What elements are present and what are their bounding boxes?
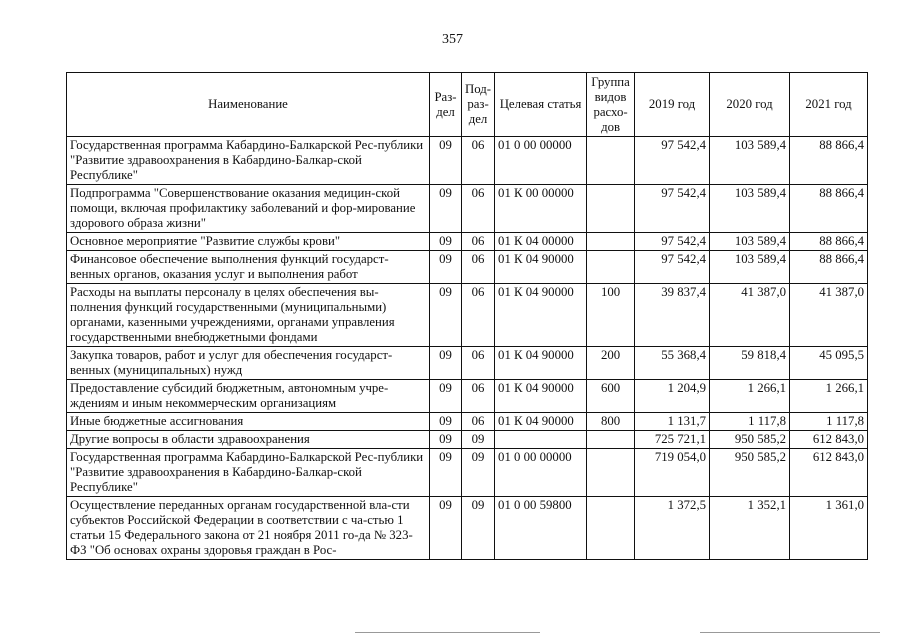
row-expense-group	[587, 137, 635, 185]
row-subsection: 06	[462, 413, 495, 431]
row-2020: 1 266,1	[710, 380, 790, 413]
table-row	[67, 413, 868, 431]
row-2021: 88 866,4	[790, 185, 868, 233]
row-2019: 97 542,4	[635, 185, 710, 233]
row-expense-group	[587, 449, 635, 497]
table-row	[67, 347, 868, 380]
row-2019: 725 721,1	[635, 431, 710, 449]
header-section: Раз-дел	[430, 73, 462, 137]
table-row	[67, 137, 868, 185]
row-name: Государственная программа Кабардино-Балкарской Рес-публики "Развитие здравоохранения в Кабардино-Балкар-ской Республике"	[67, 449, 430, 497]
row-section: 09	[430, 137, 462, 185]
row-2019: 97 542,4	[635, 233, 710, 251]
row-expense-group: 800	[587, 413, 635, 431]
row-2020: 1 117,8	[710, 413, 790, 431]
row-expense-group	[587, 233, 635, 251]
row-target: 01 0 00 00000	[495, 137, 587, 185]
row-expense-group	[587, 431, 635, 449]
row-subsection: 06	[462, 233, 495, 251]
header-expense-group: Группа видов расхо-дов	[587, 73, 635, 137]
row-subsection: 06	[462, 380, 495, 413]
row-2021: 1 361,0	[790, 497, 868, 560]
header-2020: 2020 год	[710, 73, 790, 137]
row-2020: 59 818,4	[710, 347, 790, 380]
row-2021: 1 117,8	[790, 413, 868, 431]
header-2019: 2019 год	[635, 73, 710, 137]
row-2021: 45 095,5	[790, 347, 868, 380]
row-subsection: 06	[462, 347, 495, 380]
row-section: 09	[430, 347, 462, 380]
row-2021: 88 866,4	[790, 137, 868, 185]
row-subsection: 09	[462, 431, 495, 449]
row-name: Государственная программа Кабардино-Балкарской Рес-публики "Развитие здравоохранения в Кабардино-Балкар-ской Республике"	[67, 137, 430, 185]
row-2019: 97 542,4	[635, 137, 710, 185]
row-2019: 97 542,4	[635, 251, 710, 284]
row-2020: 103 589,4	[710, 251, 790, 284]
row-name: Иные бюджетные ассигнования	[67, 413, 430, 431]
row-2021: 88 866,4	[790, 233, 868, 251]
row-expense-group: 200	[587, 347, 635, 380]
row-expense-group	[587, 251, 635, 284]
table-row	[67, 284, 868, 347]
row-target: 01 К 04 90000	[495, 380, 587, 413]
row-expense-group	[587, 185, 635, 233]
row-2021: 41 387,0	[790, 284, 868, 347]
row-2019: 1 372,5	[635, 497, 710, 560]
row-target: 01 К 04 00000	[495, 233, 587, 251]
row-2021: 612 843,0	[790, 449, 868, 497]
row-section: 09	[430, 251, 462, 284]
row-2021: 612 843,0	[790, 431, 868, 449]
row-2020: 103 589,4	[710, 185, 790, 233]
header-subsection: Под-раз-дел	[462, 73, 495, 137]
row-target: 01 К 04 90000	[495, 413, 587, 431]
row-name: Расходы на выплаты персоналу в целях обеспечения вы-полнения функций государственными (муниципальными) органами, казенными учреждениями, органами управления государственными внебюджетными фондами	[67, 284, 430, 347]
table-row	[67, 251, 868, 284]
table-row	[67, 497, 868, 560]
row-2019: 1 131,7	[635, 413, 710, 431]
scan-edge-mark	[355, 632, 540, 633]
budget-table	[66, 72, 868, 560]
row-section: 09	[430, 413, 462, 431]
row-expense-group	[587, 497, 635, 560]
header-row	[67, 73, 868, 137]
row-2019: 55 368,4	[635, 347, 710, 380]
row-2020: 103 589,4	[710, 233, 790, 251]
row-2020: 1 352,1	[710, 497, 790, 560]
row-2021: 1 266,1	[790, 380, 868, 413]
row-subsection: 09	[462, 497, 495, 560]
row-subsection: 06	[462, 185, 495, 233]
row-section: 09	[430, 233, 462, 251]
row-section: 09	[430, 284, 462, 347]
header-name: Наименование	[67, 73, 430, 137]
row-name: Финансовое обеспечение выполнения функций государст-венных органов, оказания услуг и выполнения работ	[67, 251, 430, 284]
row-target: 01 К 04 90000	[495, 251, 587, 284]
row-name: Предоставление субсидий бюджетным, автономным учре-ждениям и иным некоммерческим организациям	[67, 380, 430, 413]
row-expense-group: 100	[587, 284, 635, 347]
row-name: Другие вопросы в области здравоохранения	[67, 431, 430, 449]
row-2019: 1 204,9	[635, 380, 710, 413]
row-target: 01 0 00 00000	[495, 449, 587, 497]
row-target: 01 К 04 90000	[495, 347, 587, 380]
row-name: Осуществление переданных органам государственной вла-сти субъектов Российской Федерации в соответствии с ча-стью 1 статьи 15 Федерального закона от 21 ноября 2011 го-да № 323-ФЗ "Об основах охраны здоровья граждан в Рос-	[67, 497, 430, 560]
row-expense-group: 600	[587, 380, 635, 413]
row-name: Подпрограмма "Совершенствование оказания медицин-ской помощи, включая профилактику заболеваний и фор-мирование здорового образа жизни"	[67, 185, 430, 233]
row-section: 09	[430, 431, 462, 449]
row-2020: 950 585,2	[710, 431, 790, 449]
table-row	[67, 431, 868, 449]
row-target: 01 0 00 59800	[495, 497, 587, 560]
row-subsection: 06	[462, 137, 495, 185]
row-section: 09	[430, 380, 462, 413]
scan-edge-mark	[700, 632, 880, 633]
row-name: Закупка товаров, работ и услуг для обеспечения государст-венных (муниципальных) нужд	[67, 347, 430, 380]
table-row	[67, 449, 868, 497]
row-target: 01 К 04 90000	[495, 284, 587, 347]
row-2021: 88 866,4	[790, 251, 868, 284]
table-row	[67, 233, 868, 251]
row-section: 09	[430, 185, 462, 233]
row-section: 09	[430, 497, 462, 560]
row-section: 09	[430, 449, 462, 497]
row-2020: 103 589,4	[710, 137, 790, 185]
row-subsection: 06	[462, 251, 495, 284]
row-2019: 719 054,0	[635, 449, 710, 497]
row-2019: 39 837,4	[635, 284, 710, 347]
row-subsection: 06	[462, 284, 495, 347]
header-2021: 2021 год	[790, 73, 868, 137]
row-2020: 950 585,2	[710, 449, 790, 497]
table-row	[67, 185, 868, 233]
row-target: 01 К 00 00000	[495, 185, 587, 233]
row-subsection: 09	[462, 449, 495, 497]
table-row	[67, 380, 868, 413]
page-number: 357	[442, 32, 463, 47]
row-2020: 41 387,0	[710, 284, 790, 347]
row-name: Основное мероприятие "Развитие службы крови"	[67, 233, 430, 251]
header-target: Целевая статья	[495, 73, 587, 137]
row-target	[495, 431, 587, 449]
